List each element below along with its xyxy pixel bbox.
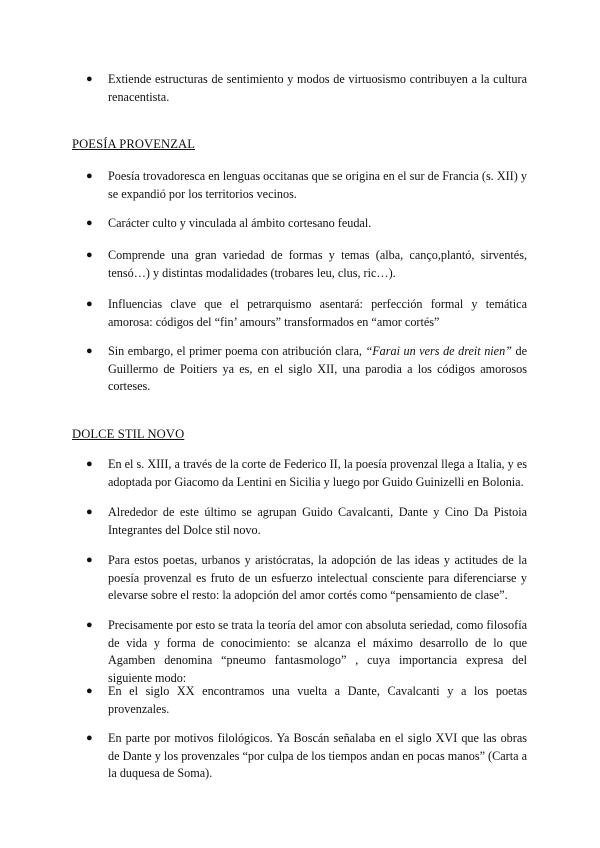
list-item-text: Carácter culto y vinculada al ámbito cortesano feudal. <box>108 216 372 230</box>
list-item <box>86 296 527 331</box>
bullet-icon: ● <box>86 298 93 310</box>
list-item <box>86 617 527 687</box>
list-item <box>86 456 527 491</box>
section-heading-provenzal: POESÍA PROVENZAL <box>72 137 195 151</box>
list-item <box>86 552 527 605</box>
list-item <box>86 343 527 396</box>
list-item <box>86 730 527 783</box>
list-item-text: Comprende una gran variedad de formas y temas (alba, canço,plantó, sirventés, tensó…) y distintas modalidades (trobares leu, clus, ric…). <box>108 248 527 280</box>
bullet-icon: ● <box>86 345 93 357</box>
list-item-text: Alrededor de este último se agrupan Guido Cavalcanti, Dante y Cino Da Pistoia Integrantes del Dolce stil novo. <box>108 505 527 537</box>
list-item-text: Influencias clave que el petrarquismo asentará: perfección formal y temática amorosa: códigos del “fin’ amours” transformados en “amor cortés” <box>108 297 527 329</box>
bullet-icon: ● <box>86 458 93 470</box>
bullet-icon: ● <box>86 554 93 566</box>
bullet-icon: ● <box>86 506 93 518</box>
bullet-icon: ● <box>86 249 93 261</box>
list-item <box>86 71 527 106</box>
list-item-text-before: Sin embargo, el primer poema con atribución clara, <box>108 344 366 358</box>
section-heading-dolce: DOLCE STIL NOVO <box>72 427 185 441</box>
bullet-icon: ● <box>86 732 93 744</box>
list-item-text: Extiende estructuras de sentimiento y modos de virtuosismo contribuyen a la cultura renacentista. <box>108 72 527 104</box>
list-item-text: Para estos poetas, urbanos y aristócratas, la adopción de las ideas y actitudes de la poesía provenzal es fruto de un esfuerzo intelectual consciente para diferenciarse y elevarse sobre el resto: la adopción del amor cortés como “pensamiento de clase”. <box>108 553 527 602</box>
list-item-text-after: de Guillermo de Poitiers ya es, en el siglo XII, una parodia a los códigos amorosos corteses. <box>108 344 527 393</box>
list-item <box>86 683 527 718</box>
poem-title: “Farai un vers de dreit nien” <box>365 344 512 358</box>
list-item-text: En el s. XIII, a través de la corte de Federico II, la poesía provenzal llega a Italia, y es adoptada por Giacomo da Lentini en Sicilia y luego por Guido Guinizelli en Bolonia. <box>108 457 527 489</box>
bullet-icon: ● <box>86 685 93 697</box>
list-item <box>86 247 527 282</box>
list-item <box>86 504 527 539</box>
list-item-text: Precisamente por esto se trata la teoría del amor con absoluta seriedad, como filosofía de vida y forma de conocimiento: se alcanza el máximo desarrollo de lo que Agamben denomina “pneumo fantasmologo” , cuya importancia expresa del siguiente modo: <box>108 618 527 685</box>
bullet-icon: ● <box>86 619 93 631</box>
list-item <box>86 168 527 203</box>
bullet-icon: ● <box>86 217 93 229</box>
list-item-text: En parte por motivos filológicos. Ya Boscán señalaba en el siglo XVI que las obras de Dante y los provenzales “por culpa de los tiempos andan en pocas manos” (Carta a la duquesa de Soma). <box>108 731 527 780</box>
bullet-icon: ● <box>86 73 93 85</box>
list-item-text: En el siglo XX encontramos una vuelta a Dante, Cavalcanti y a los poetas provenzales. <box>108 684 527 716</box>
list-item-text: Poesía trovadoresca en lenguas occitanas que se origina en el sur de Francia (s. XII) y se expandió por los territorios vecinos. <box>108 169 527 201</box>
bullet-icon: ● <box>86 170 93 182</box>
list-item <box>86 215 527 233</box>
